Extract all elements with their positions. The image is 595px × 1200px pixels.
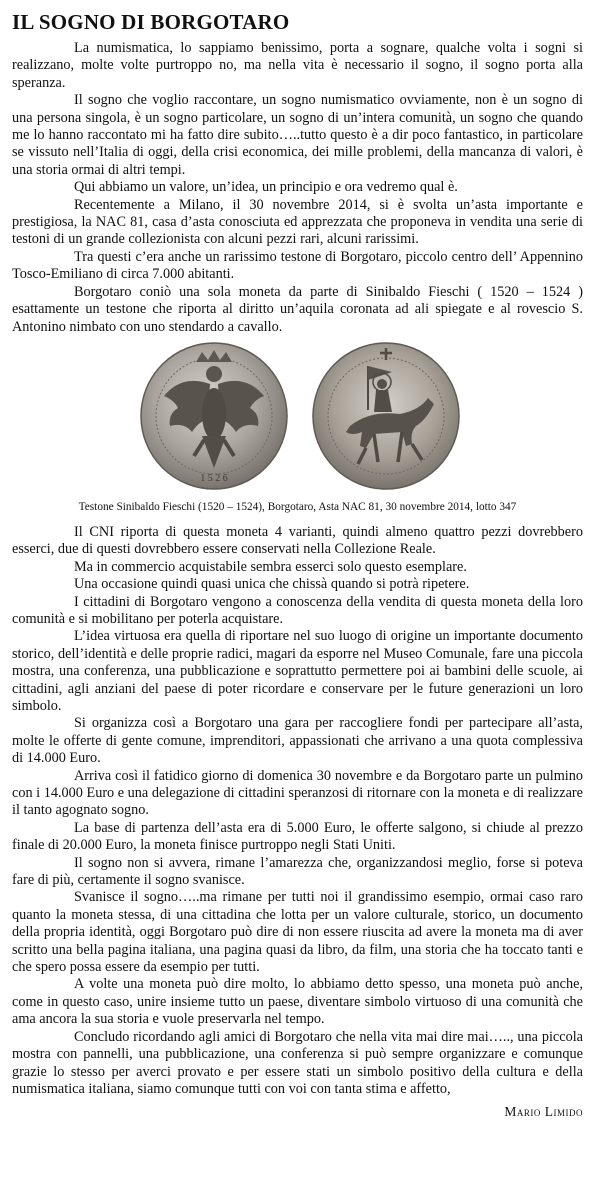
paragraph: Arriva così il fatidico giorno di domenica 30 novembre e da Borgotaro parte un pulmino con i 14.000 Euro e una delegazione di cittadini speranzosi di ritornare con la moneta e di realizzare il tanto agognato sogno. xyxy=(12,767,583,819)
paragraph: I cittadini di Borgotaro vengono a conoscenza della vendita di questa moneta della loro comunità e si mobilitano per poterla acquistare. xyxy=(12,593,583,627)
paragraph: La base di partenza dell’asta era di 5.000 Euro, le offerte salgono, si chiude al prezzo finale di 20.000 Euro, la moneta finisce purtroppo negli Stati Uniti. xyxy=(12,819,583,854)
paragraph: Tra questi c’era anche un rarissimo testone di Borgotaro, piccolo centro dell’ Appennino Tosco-Emiliano di circa 7.000 abitanti. xyxy=(12,248,583,283)
paragraph: Si organizza così a Borgotaro una gara per raccogliere fondi per partecipare all’asta, molte le offerte di gente comune, imprenditori, appassionati che arrivano a una quota complessiva di 14.000 Euro. xyxy=(12,715,583,767)
coin-photo xyxy=(130,340,470,492)
article-title: IL SOGNO DI BORGOTARO xyxy=(12,10,290,34)
article-page xyxy=(12,10,583,1196)
paragraph: Ma in commercio acquistabile sembra esserci solo questo esemplare. xyxy=(74,558,467,575)
article-body-continued xyxy=(12,524,583,1098)
coin-figure xyxy=(12,340,583,494)
svg-text:1 5 2 6: 1 5 2 6 xyxy=(200,472,228,484)
paragraph: A volte una moneta può dire molto, lo abbiamo detto spesso, una moneta può anche, come in questo caso, unire insieme tutto un paese, diventare simbolo virtuoso di una comunità che ama ancora la sua storia e vuole preservarla nel tempo. xyxy=(12,976,583,1028)
paragraph: Borgotaro coniò una sola moneta da parte di Sinibaldo Fieschi ( 1520 – 1524 ) esattamente un testone che riporta al diritto un’aquila coronata ad ali spiegate e al rovescio S. Antonino nimbato con uno stendardo a cavallo. xyxy=(12,283,583,335)
paragraph: Recentemente a Milano, il 30 novembre 2014, si è svolta un’asta importante e prestigiosa, la NAC 81, casa d’asta conosciuta ed apprezzata che proponeva in vendita una serie di testoni di un grande collezionista con alcuni pezzi rari, alcuni rarissimi. xyxy=(12,196,583,248)
paragraph: Qui abbiamo un valore, un’idea, un principio e ora vedremo qual è. xyxy=(74,179,458,196)
paragraph: Una occasione quindi quasi unica che chissà quando si potrà ripetere. xyxy=(74,576,470,593)
coin-reverse xyxy=(313,343,459,489)
paragraph: L’idea virtuosa era quella di riportare nel suo luogo di origine un importante documento storico, dell’identità e delle proprie radici, magari da esporre nel Museo Comunale, fare una piccola mostra, una conferenza, una pubblicazione e soprattutto permettere poi ai bambini delle scuole, ai cittadini, agli anziani del paese di poter ricordare e conservare per le future generazioni un loro simbolo. xyxy=(12,628,583,714)
paragraph: Il CNI riporta di questa moneta 4 varianti, quindi almeno quattro pezzi dovrebbero esserci, due di questi dovrebbero essere conservati nella Collezione Reale. xyxy=(12,523,583,558)
figure-caption: Testone Sinibaldo Fieschi (1520 – 1524), Borgotaro, Asta NAC 81, 30 novembre 2014, lotto 347 xyxy=(78,500,517,513)
author-signature: Mario Limido xyxy=(504,1104,583,1120)
paragraph: La numismatica, lo sappiamo benissimo, porta a sognare, qualche volta i sogni si realizzano, molte volte purtroppo no, ma nella vita è necessario il sogno, il sogno porta alla speranza. xyxy=(12,40,583,91)
coin-obverse xyxy=(141,343,287,489)
paragraph: Il sogno che voglio raccontare, un sogno numismatico ovviamente, non è un sogno di una persona singola, è un sogno particolare, un sogno di un’intera comunità, un sogno che quando me lo hanno raccontato mi ha fatto dire subito…..tutto questo è a dir poco fantastico, in particolare se vissuto nell’Italia di oggi, della crisi economica, dei mille problemi, della mancanza di valori, è una storia ormai di altri tempi. xyxy=(12,92,583,178)
paragraph: Concludo ricordando agli amici di Borgotaro che nella vita mai dire mai….., una piccola mostra con pannelli, una pubblicazione, una conferenza si può sempre organizzare e comunque grazie lo stesso per averci provato e per essere stati un simbolo positivo della cultura e della numismatica italiana, siamo comunque tutti con voi con tanta stima e affetto, xyxy=(12,1028,583,1097)
paragraph: Il sogno non si avvera, rimane l’amarezza che, organizzandosi meglio, forse si poteva fare di più, certamente il sogno svanisce. xyxy=(12,854,583,889)
paragraph: Svanisce il sogno…..ma rimane per tutti noi il grandissimo esempio, ormai caso raro quanto la moneta stessa, di una cittadina che lotta per un valore culturale, storico, un documento della propria identità, oggi Borgotaro può dire di non essere riuscita ad avere la moneta ma di aver scritto una bella pagina italiana, una pagina quasi da libro, da film, una storia che ha toccato tanti e che spero possa essere da esempio per tutti. xyxy=(12,889,583,976)
article-body xyxy=(12,40,583,336)
